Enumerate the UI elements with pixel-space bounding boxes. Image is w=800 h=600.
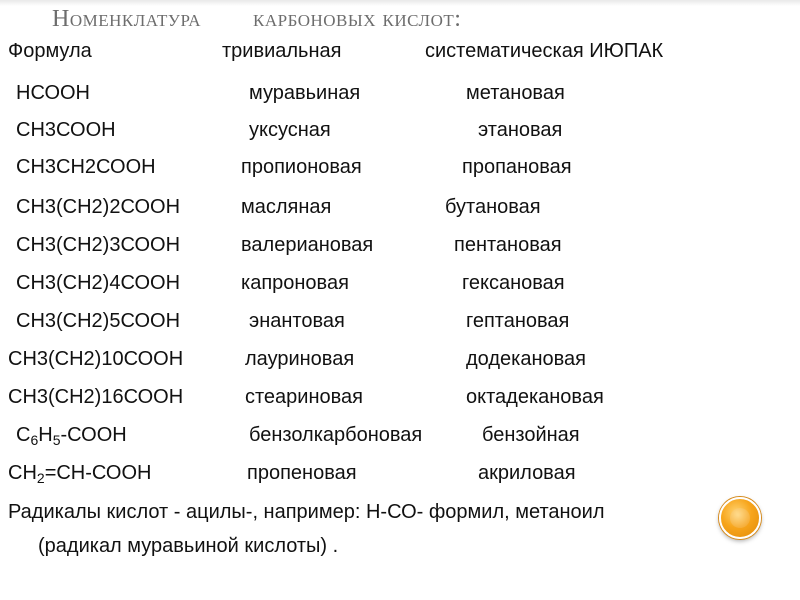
row-trivial: пропионовая bbox=[241, 156, 362, 178]
row-formula: СН3(СН2)4СООН bbox=[16, 272, 181, 294]
row-formula: СН3(СН2)3СООН bbox=[16, 234, 181, 256]
row-formula: НСООН bbox=[16, 82, 91, 104]
table-row bbox=[0, 457, 800, 489]
row-trivial: лауриновая bbox=[245, 348, 355, 370]
footer-line-2: (радикал муравьиной кислоты) . bbox=[38, 535, 339, 557]
row-formula: СН3(СН2)16СООН bbox=[8, 386, 184, 408]
row-trivial: энантовая bbox=[249, 310, 345, 332]
footer-note bbox=[8, 495, 778, 563]
row-formula: СН3(СН2)2СООН bbox=[16, 196, 181, 218]
row-formula: $СН_2=СН$-СООН bbox=[8, 462, 152, 486]
table-row bbox=[0, 77, 800, 109]
bullet-highlight bbox=[730, 508, 750, 528]
table-row bbox=[0, 419, 800, 451]
table-row bbox=[0, 151, 800, 183]
header-systematic: систематическая ИЮПАК bbox=[425, 40, 664, 62]
row-trivial: пропеновая bbox=[247, 462, 357, 484]
row-systematic: бутановая bbox=[445, 196, 541, 218]
table-row bbox=[0, 381, 800, 413]
table-row bbox=[0, 305, 800, 337]
row-trivial: муравьиная bbox=[249, 82, 361, 104]
table-row bbox=[0, 191, 800, 223]
row-systematic: пропановая bbox=[462, 156, 572, 178]
row-systematic: гексановая bbox=[462, 272, 565, 294]
footer-line-1: Радикалы кислот - ацилы-, например: Н-СО- формил, метаноил bbox=[8, 501, 605, 523]
header-trivial: тривиальная bbox=[222, 40, 342, 62]
row-trivial: масляная bbox=[241, 196, 332, 218]
row-formula: СН3(СН2)10СООН bbox=[8, 348, 184, 370]
row-trivial: стеариновая bbox=[245, 386, 363, 408]
row-trivial: капроновая bbox=[241, 272, 349, 294]
row-systematic: этановая bbox=[478, 119, 563, 141]
row-trivial: валериановая bbox=[241, 234, 374, 256]
table-row bbox=[0, 267, 800, 299]
table-row bbox=[0, 229, 800, 261]
row-formula: СН3СН2СООН bbox=[16, 156, 156, 178]
slide-title: Номенклатура карбоновых кислот: bbox=[52, 6, 462, 32]
row-formula: СН3(СН2)5СООН bbox=[16, 310, 181, 332]
row-systematic: акриловая bbox=[478, 462, 576, 484]
orange-circle-bullet-icon bbox=[719, 497, 761, 539]
row-trivial: бензолкарбоновая bbox=[249, 424, 423, 446]
row-formula: СН3СООН bbox=[16, 119, 116, 141]
table-header bbox=[0, 35, 800, 67]
row-formula: $С_6Н_5$-СООН bbox=[16, 424, 127, 448]
row-systematic: бензойная bbox=[482, 424, 580, 446]
row-trivial: уксусная bbox=[249, 119, 331, 141]
row-systematic: гептановая bbox=[466, 310, 570, 332]
row-systematic: додекановая bbox=[466, 348, 586, 370]
table-row bbox=[0, 114, 800, 146]
header-formula: Формула bbox=[8, 40, 92, 62]
row-systematic: метановая bbox=[466, 82, 565, 104]
row-systematic: октадекановая bbox=[466, 386, 604, 408]
row-systematic: пентановая bbox=[454, 234, 562, 256]
table-row bbox=[0, 343, 800, 375]
